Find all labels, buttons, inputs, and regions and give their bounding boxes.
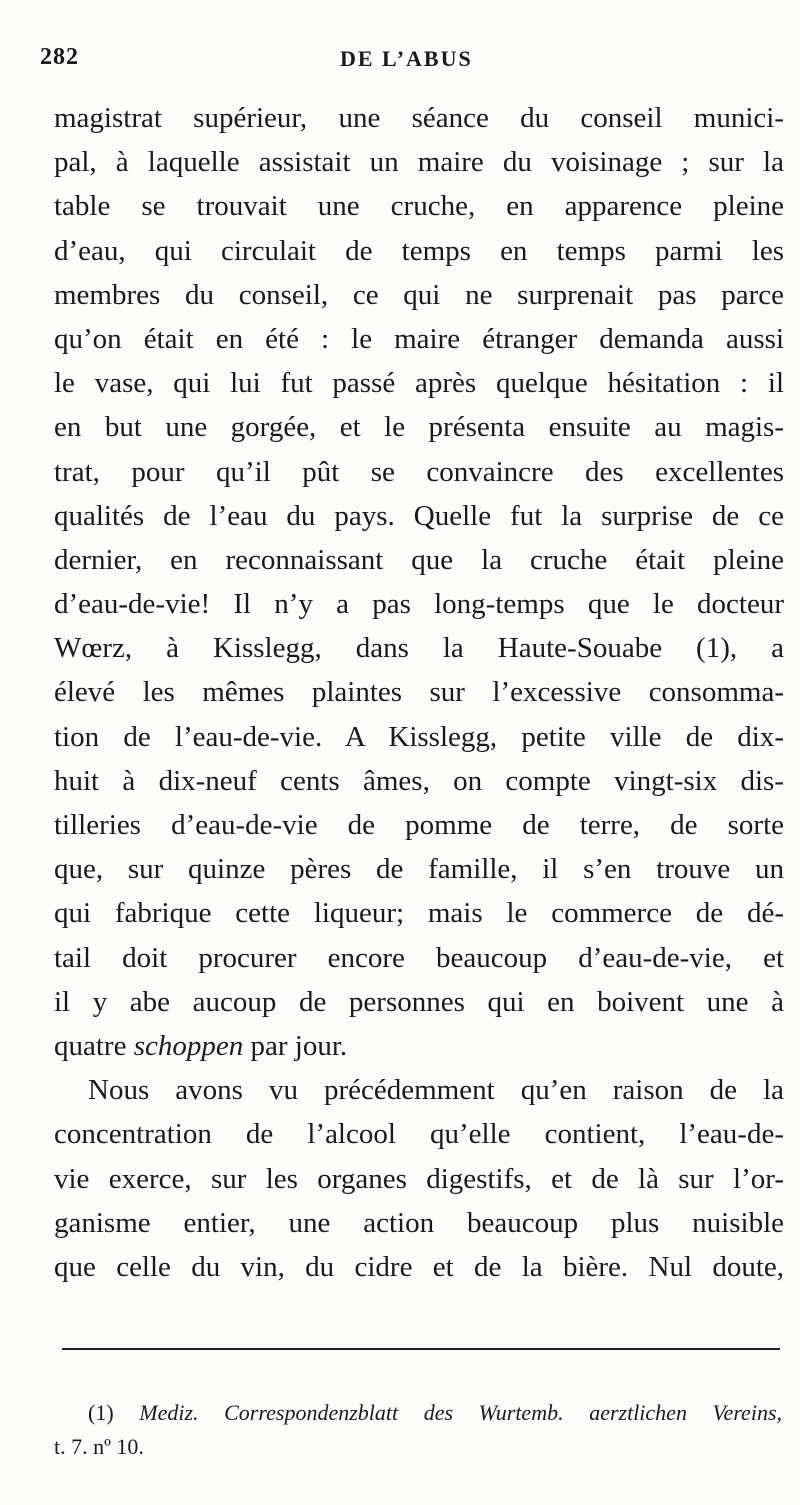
body-text — [54, 96, 784, 1289]
text-fragment: quatre — [54, 1029, 134, 1062]
text-line: concentration de l’alcool qu’elle contient, l’eau-de- — [54, 1118, 784, 1151]
text-line: élevé les mêmes plaintes sur l’excessive consomma- — [54, 676, 784, 709]
text-line: en but une gorgée, et le présenta ensuite au magis- — [54, 411, 784, 444]
text-line: tail doit procurer encore beaucoup d’eau-de-vie, et — [54, 941, 784, 974]
paragraph-end-line — [54, 1024, 784, 1068]
footnote-line — [54, 1396, 782, 1430]
text-line: table se trouvait une cruche, en apparence pleine — [54, 190, 784, 223]
italic-word: schoppen — [133, 1029, 244, 1062]
text-line: Wœrz, à Kisslegg, dans la Haute-Souabe (1), a — [54, 632, 784, 665]
text-line: trat, pour qu’il pût se convaincre des excellentes — [54, 455, 784, 488]
footnote-marker: (1) — [88, 1400, 140, 1425]
text-line: qu’on était en été : le maire étranger demanda aussi — [54, 322, 784, 355]
page-header — [40, 44, 780, 78]
page-number: 282 — [40, 44, 79, 70]
text-line: le vase, qui lui fut passé après quelque hésitation : il — [54, 367, 784, 400]
text-line: d’eau, qui circulait de temps en temps parmi les — [54, 234, 784, 267]
text-line: que celle du vin, du cidre et de la bière. Nul doute, — [54, 1250, 784, 1283]
text-fragment: par jour. — [243, 1029, 348, 1062]
text-line: vie exerce, sur les organes digestifs, et de là sur l’or- — [54, 1162, 784, 1195]
footnote-rule — [62, 1348, 780, 1350]
text-line: magistrat supérieur, une séance du conseil munici- — [54, 102, 784, 134]
text-line: que, sur quinze pères de famille, il s’en trouve un — [54, 853, 784, 886]
text-line: membres du conseil, ce qui ne surprenait pas parce — [54, 278, 784, 311]
footnote-citation: Mediz. Correspondenzblatt des Wurtemb. aerztlichen Vereins, — [139, 1400, 783, 1425]
text-line: Nous avons vu précédemment qu’en raison de la — [88, 1074, 784, 1107]
text-line: tilleries d’eau-de-vie de pomme de terre, de sorte — [54, 809, 784, 841]
text-line: ganisme entier, une action beaucoup plus nuisible — [54, 1206, 784, 1239]
text-line: qualités de l’eau du pays. Quelle fut la surprise de ce — [54, 499, 784, 532]
footnote-line: t. 7. nº 10. — [54, 1434, 144, 1459]
running-title: DE L’ABUS — [340, 46, 473, 71]
footnote — [54, 1396, 782, 1464]
text-line: tion de l’eau-de-vie. A Kisslegg, petite ville de dix- — [54, 720, 784, 753]
text-line: qui fabrique cette liqueur; mais le commerce de dé- — [54, 897, 784, 930]
text-line: dernier, en reconnaissant que la cruche était pleine — [54, 543, 784, 576]
text-line: huit à dix-neuf cents âmes, on compte vingt-six dis- — [54, 764, 784, 797]
text-line: d’eau-de-vie! Il n’y a pas long-temps que le docteur — [54, 588, 784, 621]
text-line: il y abe aucoup de personnes qui en boivent une à — [54, 985, 784, 1018]
text-line: pal, à laquelle assistait un maire du voisinage ; sur la — [54, 146, 784, 179]
